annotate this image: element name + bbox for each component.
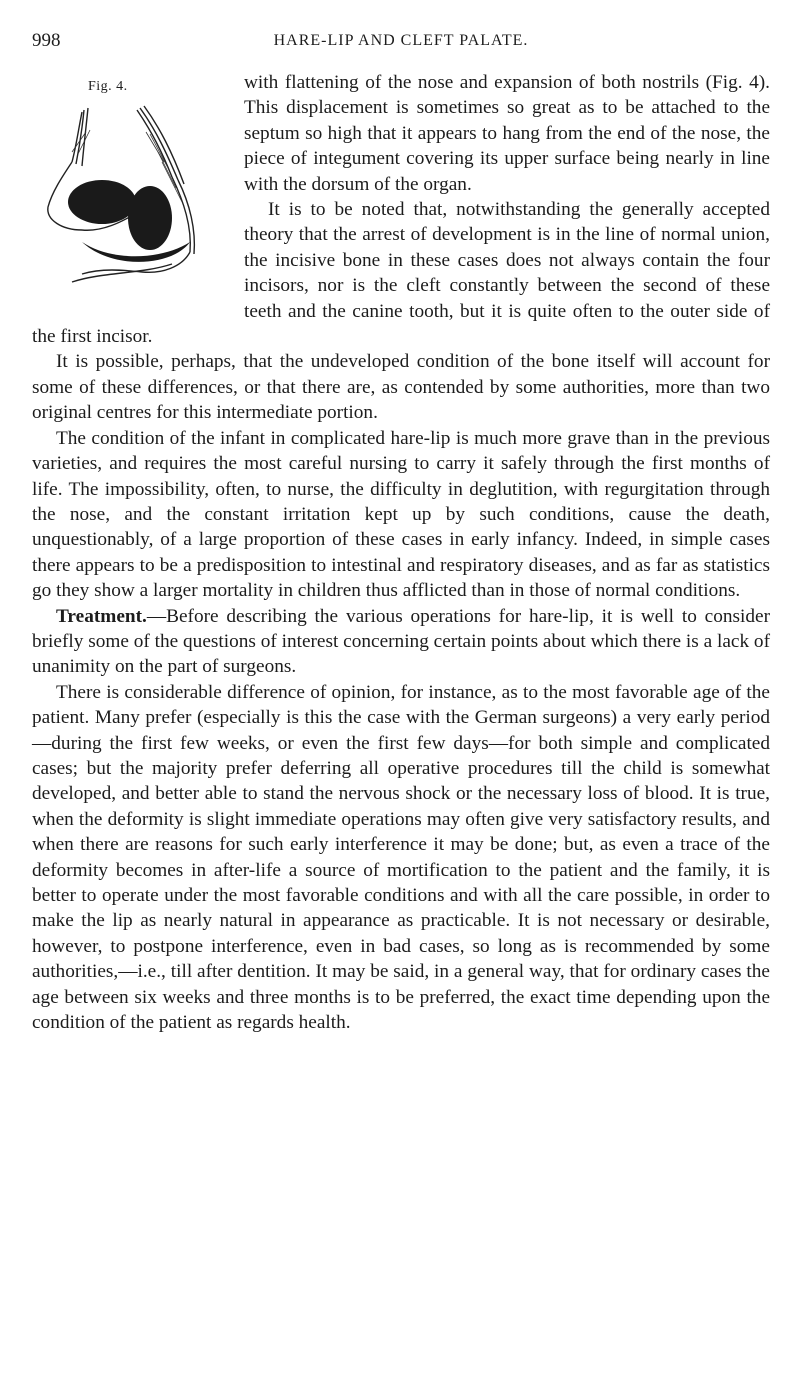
paragraph-1-text: with flattening of the nose and expansion of both nostrils (Fig. 4). This displacement is sometimes so great as to be attached to the septum so high that it appears to hang from the end of the nose, the piece of integument covering its upper surface being nearly in line with the dorsum of the organ. (244, 72, 770, 195)
paragraph-4: The condition of the infant in complicated hare-lip is much more grave than in the previous varieties, and requires the most careful nursing to carry it safely through the first months of life. The impossibility, often, to nurse, the difficulty in deglutition, with regurgitation through the nose, and the constant irritation kept up by such conditions, cause the death, unquestionably, of a large proportion of these cases in early infancy. Indeed, in simple cases there appears to be a predisposition to intestinal and respiratory diseases, and as far as statistics go they show a larger mortality in children thus afflicted than in those of normal conditions. (32, 427, 770, 602)
paragraph-2: It is to be noted that, notwithstanding the generally accepted theory that the arrest of development is in the line of normal union, the incisive bone in these cases does not always contain the four incisors, nor is the cleft constantly between the second of these teeth and the canine tooth, but it is quite often to the outer side of the first incisor. (32, 199, 770, 348)
figure-4 (32, 70, 240, 310)
page-number: 998 (32, 30, 61, 51)
figure-caption: Fig. 4. (88, 79, 128, 94)
treatment-heading: Treatment. (56, 605, 147, 627)
page-header (32, 30, 770, 56)
paragraph-continued (32, 70, 770, 197)
paragraph-treatment (32, 604, 770, 680)
text-column (32, 70, 770, 1035)
paragraph-6: There is considerable difference of opinion, for instance, as to the most favorable age of the patient. Many prefer (especially is this the case with the German surgeons) a very early period—during the first few weeks, or even the first few days—for both simple and complicated cases; but the majority prefer deferring all operative procedures till the child is somewhat developed, and better able to stand the nervous shock or the necessary loss of blood. It is true, when the deformity is slight immediate operations may often give very satisfactory results, and when there are reasons for such early interference it may be done; but, as even a trace of the deformity becomes in after-life a source of mortification to the patient and the family, it is better to operate under the most favorable conditions and with all the care possible, in order to make the lip as nearly natural in appearance as practicable. It is not necessary or desirable, however, to postpone interference, even in bad cases, so long as is recommended by some authorities,—i.e., till after dentition. It may be said, in a general way, that for ordinary cases the age between six weeks and three months is to be preferred, the exact time depending upon the condition of the patient as regards health. (32, 681, 770, 1034)
paragraph-3: It is possible, perhaps, that the undeveloped condition of the bone itself will account for some of these differences, or that there are, as contended by some authorities, more than two original centres for this intermediate portion. (32, 351, 770, 424)
running-head: HARE-LIP AND CLEFT PALATE. (273, 32, 529, 49)
treatment-text: —Before describing the various operations for hare-lip, it is well to consider briefly some of the questions of interest concerning certain points about which there is a lack of unanimity on the part of surgeons. (32, 605, 770, 678)
nose-illustration (42, 92, 232, 292)
